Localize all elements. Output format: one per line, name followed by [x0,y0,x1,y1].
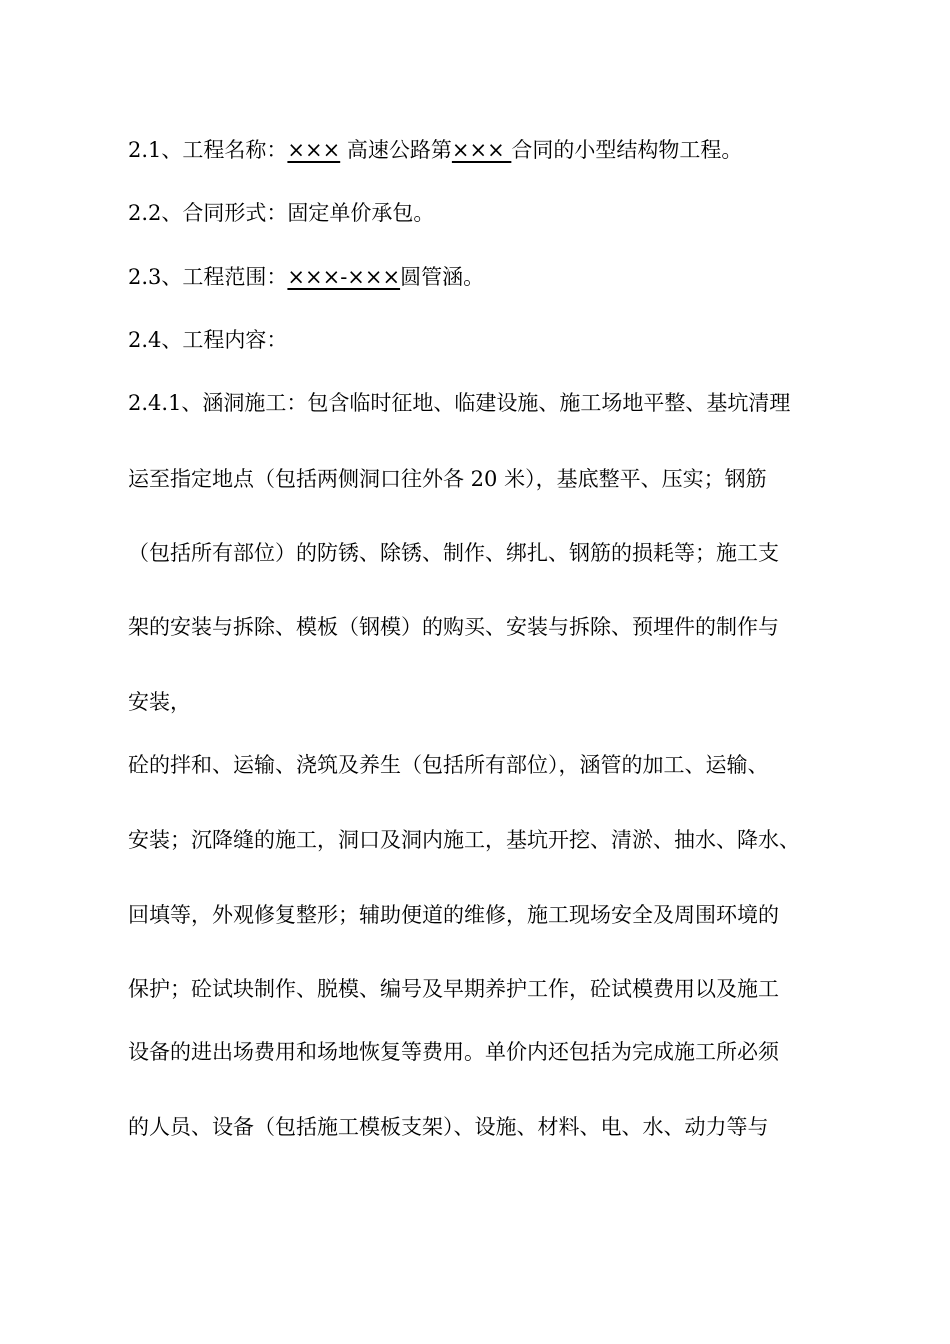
item-2-1-middle: 高速公路第 [340,138,452,162]
item-2-4-1-line: 砼的拌和、运输、浇筑及养生（包括所有部位），涵管的加工、运输、 [128,753,769,777]
item-2-1-project-name [128,136,742,164]
item-2-4-1-line: 安装；沉降缝的施工，洞口及洞内施工，基坑开挖、清淤、抽水、降水、 [128,828,800,852]
item-2-1-prefix: 2.1、工程名称： [128,138,288,162]
item-2-3-suffix: 圆管涵。 [400,265,485,289]
item-2-4-1-line: 保护；砼试块制作、脱模、编号及早期养护工作，砼试模费用以及施工 [128,977,779,1001]
contract-number-placeholder: ××× [451,138,512,162]
item-2-4-1-line: 2.4.1、涵洞施工：包含临时征地、临建设施、施工场地平整、基坑清理 [128,391,791,415]
item-2-4-1-line: 安装， [128,690,191,714]
item-2-4-1-line: （包括所有部位）的防锈、除锈、制作、绑扎、钢筋的损耗等；施工支 [128,541,779,565]
range-placeholder: ×××-××× [287,265,401,289]
item-2-3-project-scope [128,263,484,291]
item-2-4-project-content: 2.4、工程内容： [128,328,288,352]
item-2-4-1-line: 架的安装与拆除、模板（钢模）的购买、安装与拆除、预埋件的制作与 [128,615,779,639]
item-2-1-suffix: 合同的小型结构物工程。 [511,138,743,162]
item-2-4-1-line: 设备的进出场费用和场地恢复等费用。单价内还包括为完成施工所必须 [128,1040,779,1064]
highway-name-placeholder: ××× [287,138,341,162]
item-2-2-contract-form: 2.2、合同形式：固定单价承包。 [128,201,435,225]
item-2-3-prefix: 2.3、工程范围： [128,265,288,289]
item-2-4-1-line: 回填等，外观修复整形；辅助便道的维修，施工现场安全及周围环境的 [128,903,779,927]
item-2-4-1-line: 运至指定地点（包括两侧洞口往外各 20 米），基底整平、压实；钢筋 [128,467,767,491]
item-2-4-1-line: 的人员、设备（包括施工模板支架）、设施、材料、电、水、动力等与 [128,1115,769,1139]
